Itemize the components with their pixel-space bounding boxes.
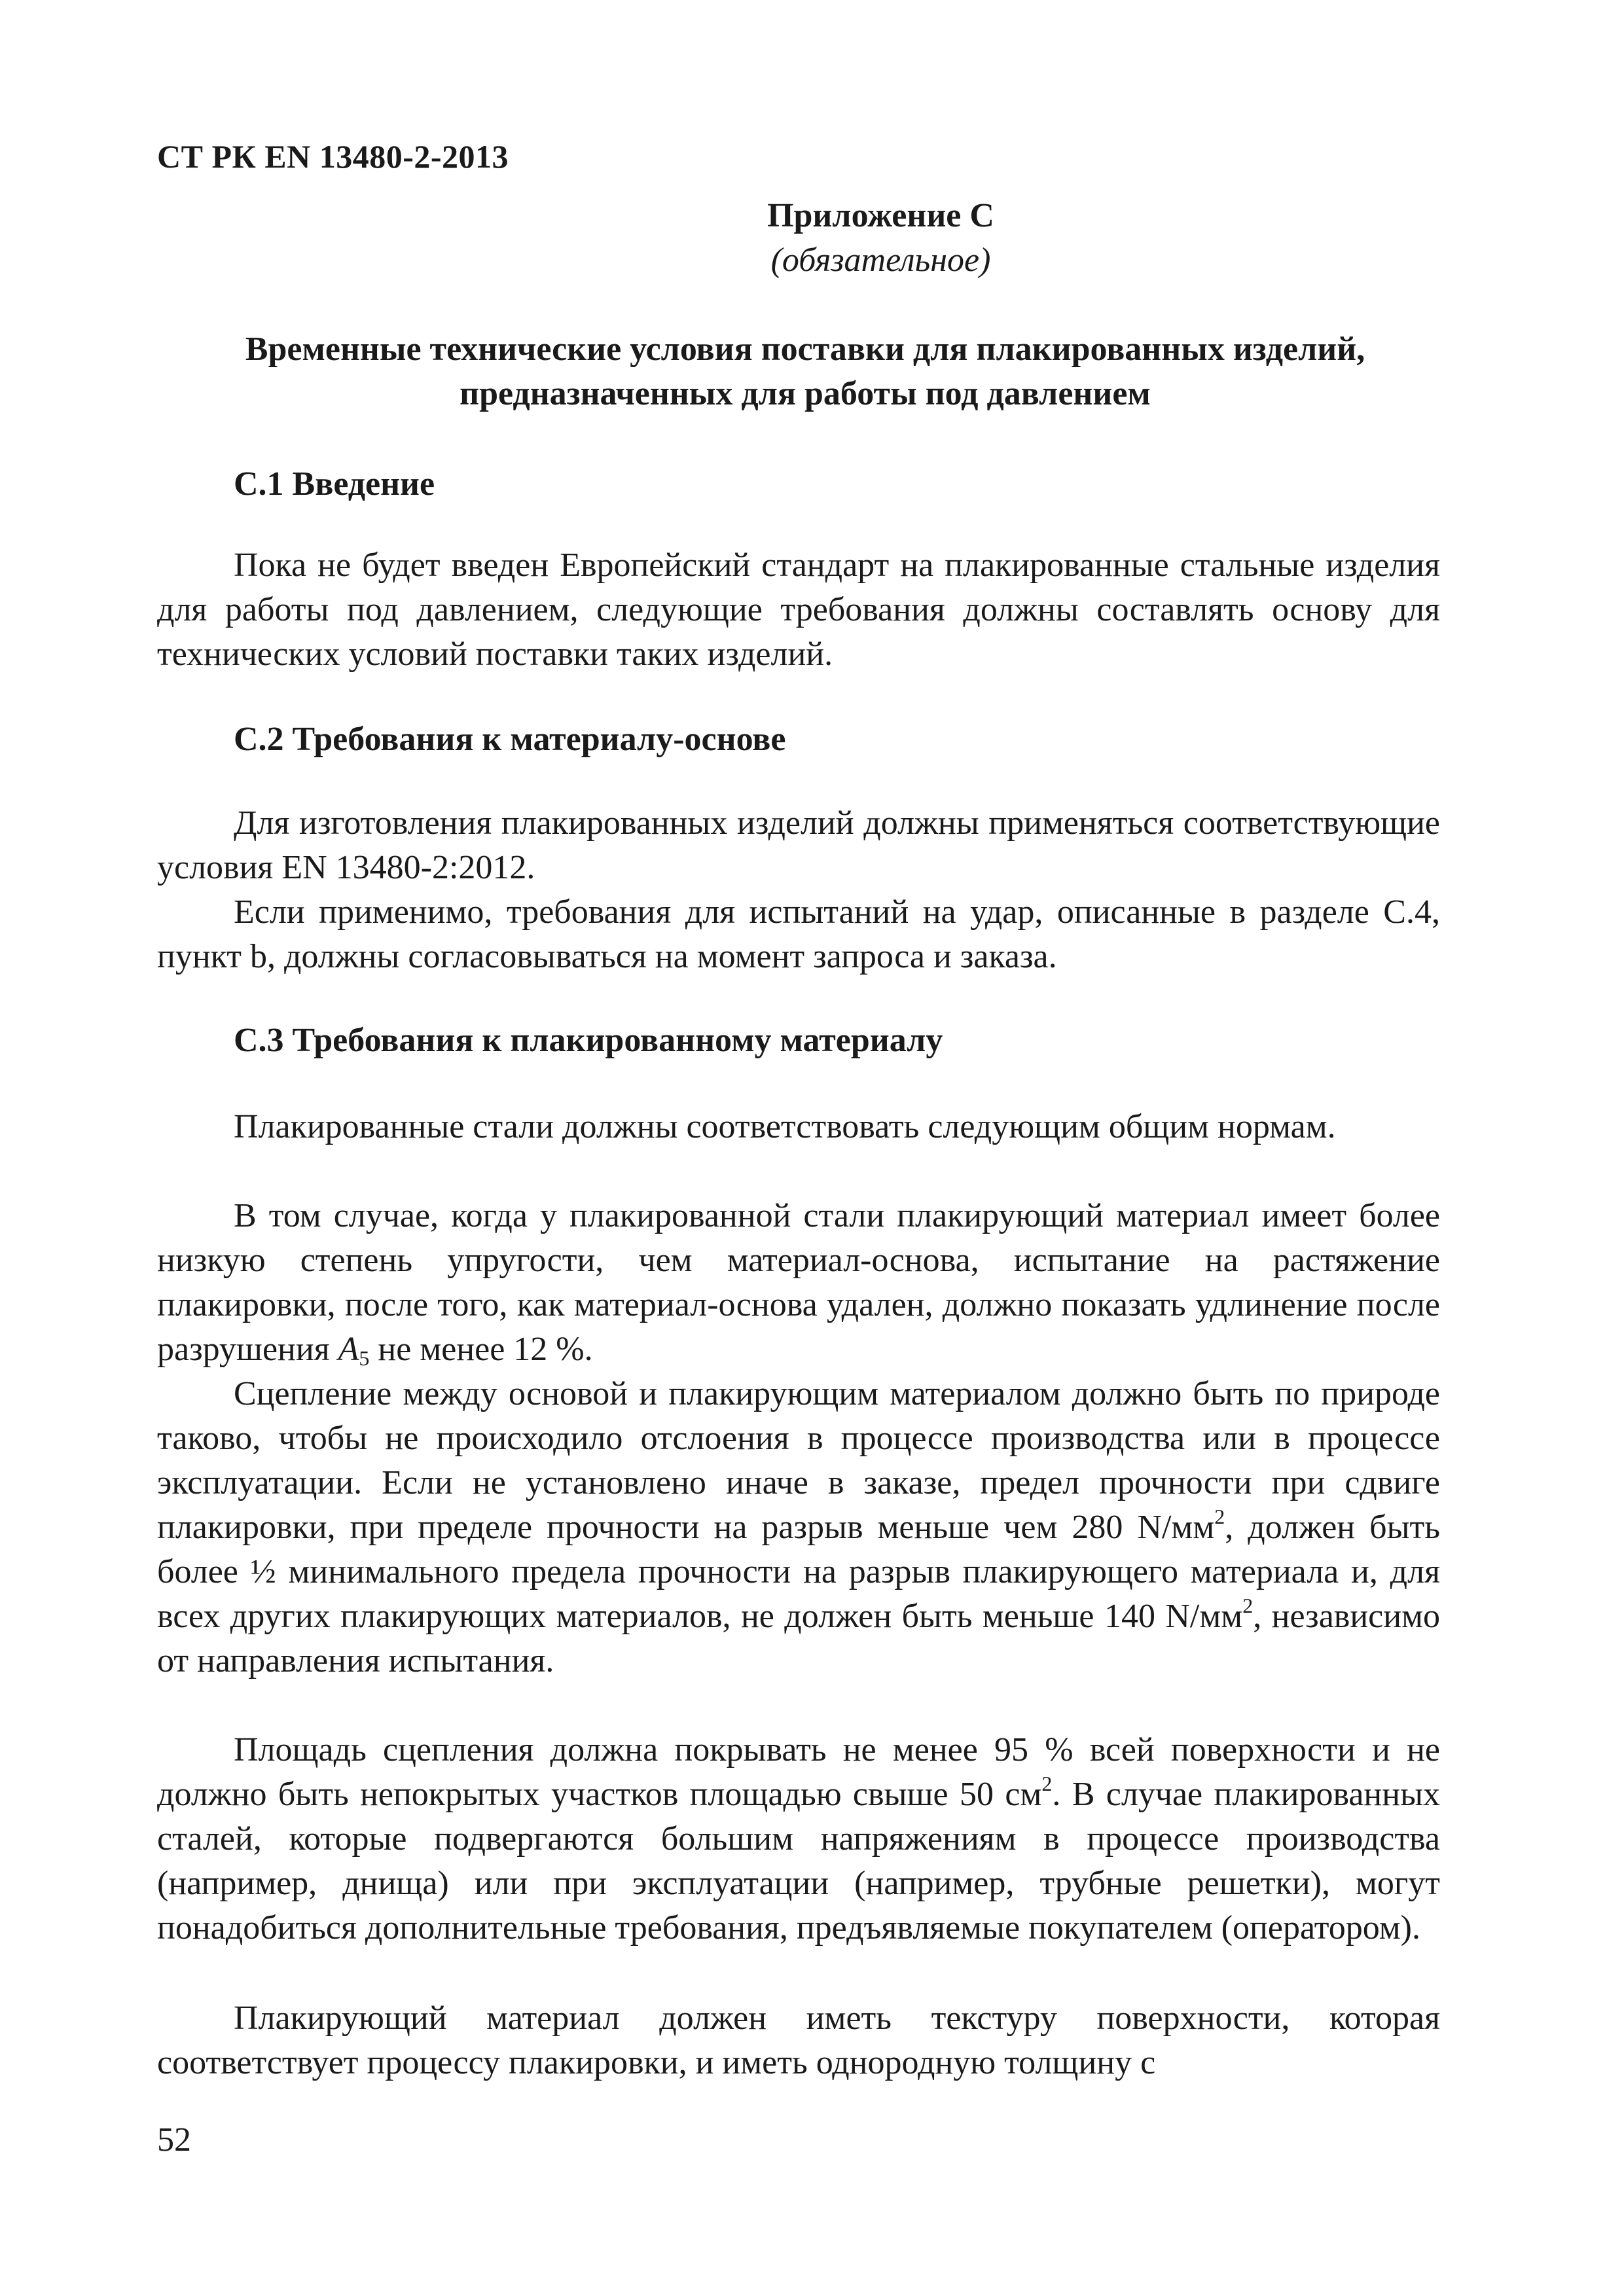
section-c3-paragraph-5: Плакирующий материал должен иметь текстуру поверхности, которая соответствует процессу плакировки, и иметь однородную толщину с xyxy=(157,2000,1440,2081)
section-c2-heading: С.2 Требования к материалу-основе xyxy=(234,721,786,758)
p3-superscript-1: 2 xyxy=(1214,1505,1225,1528)
p3-text-b: , должен быть более ½ минимального предела прочности на разрыв плакирующего материала и, для всех других плакирующих материалов, не должен быть меньше 140 N/мм xyxy=(157,1509,1440,1635)
main-title-line-2: предназначенных для работы под давлением xyxy=(460,375,1151,412)
document-code: СТ РК EN 13480-2-2013 xyxy=(157,138,509,175)
section-c3-paragraph-1: Плакированные стали должны соответствовать следующим общим нормам. xyxy=(234,1108,1336,1145)
p3-text-a: Сцепление между основой и плакирующим материалом должно быть по природе таково, чтобы не происходило отслоения в процессе производства или в процессе эксплуатации. Если не установлено иначе в заказе, предел прочности при сдвиге плакировки, при пределе прочности на разрыв меньше чем 280 N/мм xyxy=(157,1375,1440,1546)
section-c3-heading: С.3 Требования к плакированному материалу xyxy=(234,1022,943,1059)
page-number: 52 xyxy=(157,2121,191,2159)
annex-title: Приложение С xyxy=(767,197,994,234)
p4-text-a: Площадь сцепления должна покрывать не менее 95 % всей поверхности и не должно быть непокрытых участков площадью свыше 50 см xyxy=(157,1731,1440,1813)
section-c1-heading: С.1 Введение xyxy=(234,465,435,503)
p4-superscript: 2 xyxy=(1041,1772,1053,1795)
p4-text-b: . В случае плакированных сталей, которые подвергаются большим напряжениям в процессе производства (например, днища) или при эксплуатации (например, трубные решетки), могут понадобиться дополнительные требования, предъявляемые покупателем (оператором). xyxy=(157,1776,1441,1946)
p3-superscript-2: 2 xyxy=(1242,1594,1254,1617)
elongation-symbol: A xyxy=(338,1331,359,1368)
annex-status: (обязательное) xyxy=(770,242,991,279)
p3-text-c: , независимо от направления испытания. xyxy=(157,1598,1440,1679)
section-c3-paragraph-2 xyxy=(157,1194,1440,1372)
p2-text-a: В том случае, когда у плакированной стали плакирующий материал имеет более низкую степень упругости, чем материал-основа, испытание на растяжение плакировки, после того, как материал-основа удален, должно показать удлинение после разрушения xyxy=(157,1197,1440,1368)
section-c2-paragraph-2: Если применимо, требования для испытаний на удар, описанные в разделе С.4, пункт b, должны согласовываться на момент запроса и заказа. xyxy=(157,893,1440,975)
annex-main-title xyxy=(157,327,1453,416)
section-c3-paragraph-4 xyxy=(157,1728,1440,1950)
section-c2-paragraph-1: Для изготовления плакированных изделий должны применяться соответствующие условия EN 13480-2:2012. xyxy=(157,804,1440,886)
elongation-subscript: 5 xyxy=(359,1346,370,1370)
section-c1-paragraph-1: Пока не будет введен Европейский стандарт на плакированные стальные изделия для работы под давлением, следующие требования должны составлять основу для технических условий поставки таких изделий. xyxy=(157,547,1440,673)
p2-text-b: не менее 12 %. xyxy=(369,1331,593,1368)
main-title-line-1: Временные технические условия поставки для плакированных изделий, xyxy=(245,331,1365,368)
section-c3-paragraph-3 xyxy=(157,1372,1440,1683)
